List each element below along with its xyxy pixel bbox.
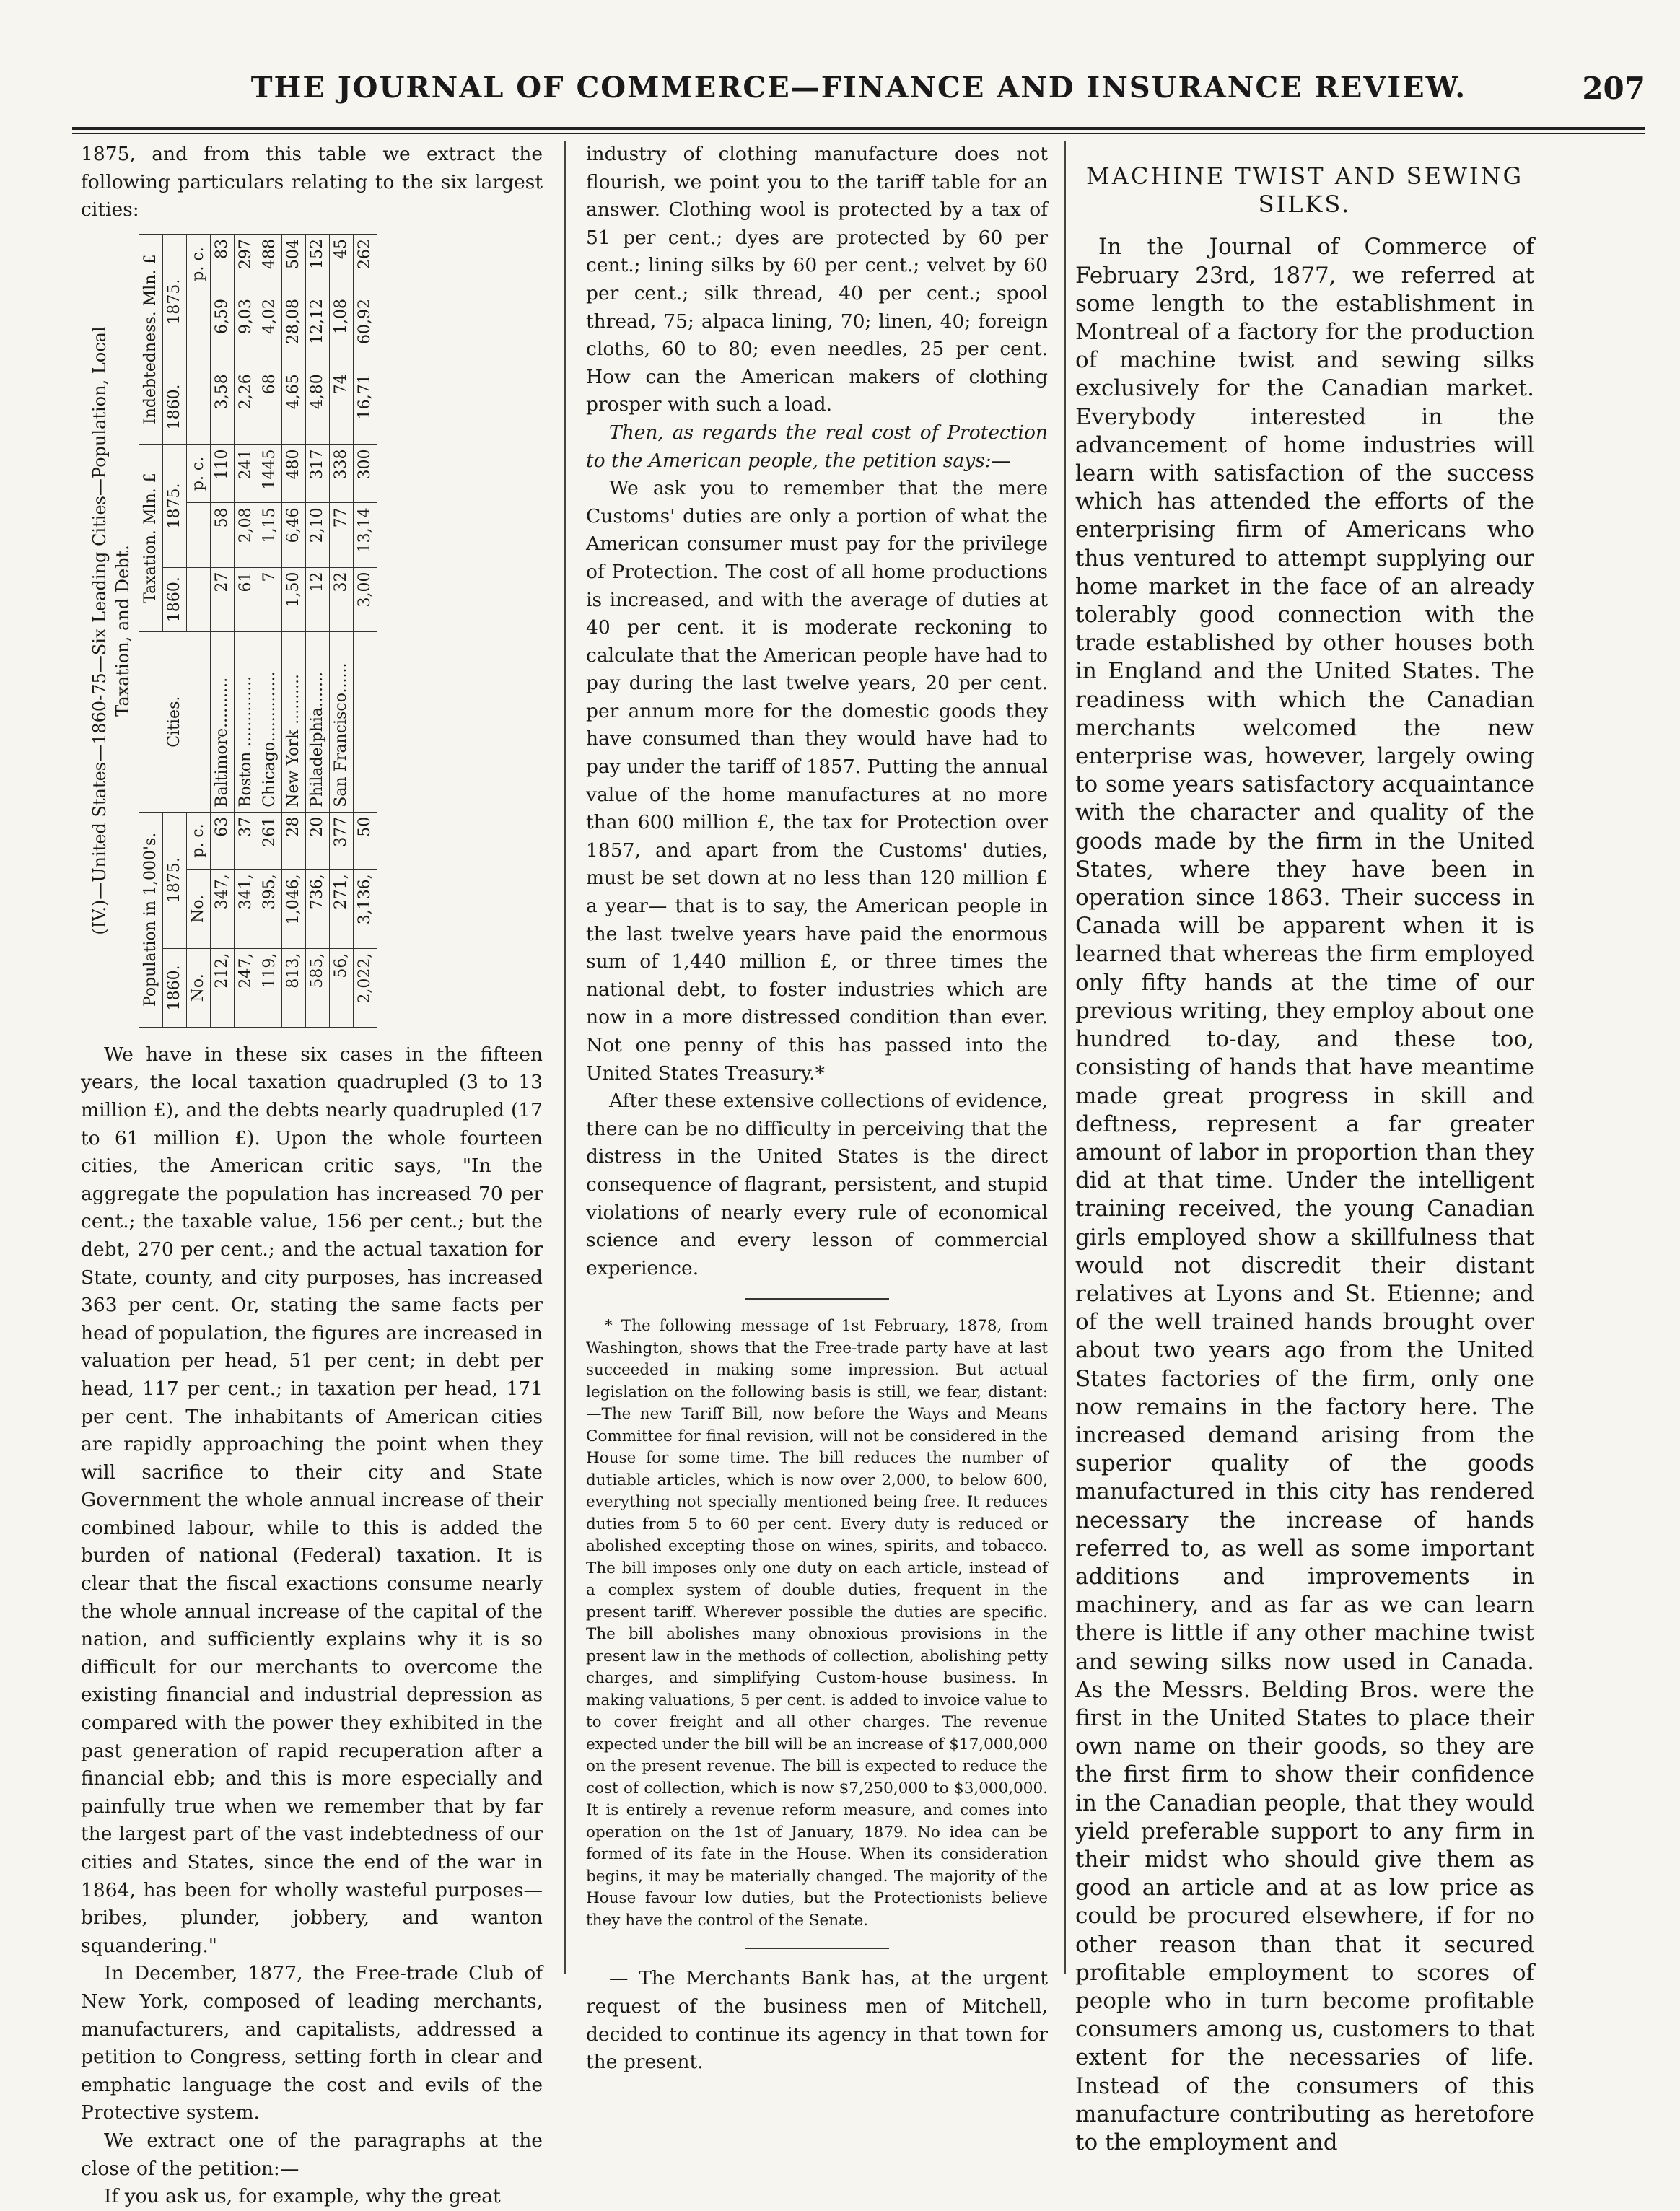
value-cell: 32 [330,567,354,631]
col2-paragraph-1: industry of clothing manufacture does not flourish, we point you to the tariff table for an answer. Clothing wool is protected by a tax of 51 per cent.; dyes are protected by 60 per cent.; lining silks by 60 per cent.; velvet by 60 per cent.; silk thread, 40 per cent.; spool thread, 75; alpaca lining, 70; linen, 40; foreign cloths, 60 to 80; even needles, 25 per cent. How can the American makers of clothing prosper with such a load. [586,143,1048,416]
value-cell: 4,02 [258,294,282,369]
value-cell: 2,26 [235,369,258,445]
value-cell: 83 [211,234,235,294]
value-cell: 1,15 [258,503,282,567]
city-cell: Philadelphia....... [306,631,330,812]
col1-paragraph-2: In December, 1877, the Free-trade Club of New York, composed of leading merchants, manufacturers, and capitalists, addressed a petition to Congress, setting forth in clear and emphatic language the cost and evils of the Protective system. [81,1962,543,2124]
col1-paragraph-1: We have in these six cases in the fifteen years, the local taxation quadrupled (3 to 13 million £), and the debts nearly quadrupled (17 to 61 million £). Upon the whole fourteen cities, the American critic says, "In the aggregate the population has increased 70 per cent.; the taxable value, 156 per cent.; but the debt, 270 per cent.; and the actual taxation for State, county, and city purposes, has increased 363 per cent. Or, stating the same facts per head of population, the figures are increased in valuation per head, 51 per cent; in debt per head, 117 per cent.; in taxation per head, 171 per cent. The inhabitants of American cities are rapidly approaching the point when they will sacrifice to their city and State Government the whole annual increase of their combined labour, while to this is added the burden of national (Federal) taxation. It is clear that the fiscal exactions consume nearly the whole annual increase of the capital of the nation, and sufficiently explains why it is so difficult for our merchants to overcome the existing financial and industrial depression as compared with the power they exhibited in the past generation of rapid recuperation after a financial ebb; and this is more especially and painfully true when we remember that by far the largest part of the vast indebtedness of our cities and States, since the end of the war in 1864, has been for wholly wasteful purposes—bribes, plunder, jobbery, and wanton squandering." [81,1043,543,1957]
value-cell: 504 [282,234,306,294]
value-cell: 28,08 [282,294,306,369]
value-cell: 4,65 [282,369,306,445]
header-rule-thin [72,133,1645,134]
total-cell: 3,00 [354,567,377,631]
page-number: 207 [1582,71,1645,106]
value-cell: 261 [258,812,282,870]
value-cell: 56, [330,948,354,1027]
total-cell [354,631,377,812]
value-cell: 247, [235,948,258,1027]
head-year: 1860. [163,567,187,631]
value-cell: 488 [258,234,282,294]
city-cell: Baltimore.......... [211,631,235,812]
table-row [330,234,354,1027]
value-cell: 338 [330,445,354,503]
value-cell: 347, [211,870,235,948]
value-cell: 212, [211,948,235,1027]
value-cell: 45 [330,234,354,294]
total-cell: 300 [354,445,377,503]
value-cell: 74 [330,369,354,445]
value-cell: 1,50 [282,567,306,631]
value-cell: 61 [235,567,258,631]
value-cell: 271, [330,870,354,948]
value-cell: 1,046, [282,870,306,948]
value-cell: 152 [306,234,330,294]
value-cell: 20 [306,812,330,870]
value-cell: 377 [330,812,354,870]
city-cell: Chicago.............. [258,631,282,812]
value-cell: 813, [282,948,306,1027]
header-rule-thick [72,127,1645,130]
head-year: 1860. [163,369,187,445]
head-year: 1875. [163,812,187,948]
value-cell: 12 [306,567,330,631]
news-item-rule [745,1948,889,1949]
col2-paragraph-4: After these extensive collections of evidence, there can be no difficulty in perceiving that the distress in the United States is the direct consequence of flagrant, persistent, and stupid violations of nearly every rule of economical science and every lesson of commercial experience. [586,1090,1048,1279]
col1-paragraph-3: We extract one of the paragraphs at the close of the petition:— [81,2129,543,2180]
table-row [258,234,282,1027]
total-cell: 16,71 [354,369,377,445]
value-cell: 341, [235,870,258,948]
value-cell: 6,59 [211,294,235,369]
col2-news-item: — The Merchants Bank has, at the urgent request of the business men of Mitchell, decided to continue its agency in that town for the present. [586,1967,1048,2074]
head-indebtedness: Indebtedness. Mln. £ [139,234,163,444]
value-cell: 37 [235,812,258,870]
total-cell: 2,022, [354,948,377,1027]
column-2 [586,141,1048,2077]
value-cell: 736, [306,870,330,948]
head-unit [187,567,211,631]
head-unit: No. [187,948,211,1027]
head-unit [187,503,211,567]
value-cell: 6,46 [282,503,306,567]
head-unit: p. c. [187,445,211,503]
rotated-statistics-table [88,234,535,1028]
total-cell: 50 [354,812,377,870]
total-cell: 60,92 [354,294,377,369]
head-taxation: Taxation. Mln. £ [139,445,163,631]
footnote-text: * The following message of 1st February, 1878, from Washington, shows that the Free-trade party have at last succeeded in making some impression. But actual legislation on the following basis is still, we fear, distant:—The new Tariff Bill, now before the Ways and Means Committee for final revision, will not be considered in the House for some time. The bill reduces the number of dutiable articles, which is now over 2,000, to below 600, everything not specially mentioned being free. It reduces duties from 5 to 60 per cent. Every duty is reduced or abolished excepting those on wines, spirits, and tobacco. The bill imposes only one duty on each article, instead of a complex system of double duties, frequent in the present tariff. Wherever possible the duties are specific. The bill abolishes many obnoxious provisions in the present law in the methods of collection, abolishing petty charges, and simplifying Custom-house business. In making valuations, 5 per cent. is added to invoice value to to cover freight and all other charges. The revenue expected under the bill will be an increase of $17,000,000 on the present revenue. The bill is expected to reduce the cost of collection, which is now $7,250,000 to $3,000,000. It is entirely a revenue reform measure, and comes into operation on the 1st of January, 1879. No idea can be formed of its fate in the House. When its consideration begins, it may be materially changed. The majority of the House favour low duties, but the Protectionists believe they have the control of the Senate. [586,1317,1048,1930]
value-cell: 1445 [258,445,282,503]
value-cell: 9,03 [235,294,258,369]
city-cell: San Francisco...... [330,631,354,812]
value-cell: 241 [235,445,258,503]
value-cell: 58 [211,503,235,567]
head-year: 1875. [163,234,187,369]
value-cell: 7 [258,567,282,631]
table-total-row [354,234,377,1027]
article-heading: MACHINE TWIST AND SEWING SILKS. [1085,162,1524,219]
value-cell: 4,80 [306,369,330,445]
value-cell: 585, [306,948,330,1027]
total-cell: 13,14 [354,503,377,567]
value-cell: 28 [282,812,306,870]
value-cell: 68 [258,369,282,445]
city-cell: New York .......... [282,631,306,812]
col2-paragraph-3: We ask you to remember that the mere Customs' duties are only a portion of what the American consumer must pay for the privilege of Protection. The cost of all home productions is increased, and with the average of duties at 40 per cent. it is moderate reckoning to calculate that the American people have had to pay during the last twelve years, 20 per cent. per annum more for the domestic goods they have consumed than they would have had to pay under the tariff of 1857. Putting the annual value of the home manufactures at no more than 600 million £, the tax for Protection over 1857, and apart from the Customs' duties, must be set down at no less than 120 million £ a year— that is to say, the American people in the last twelve years have paid the enormous sum of 1,440 million £, or three times the national debt, to foster industries which are now in a more distressed condition than ever. Not one penny of this has passed into the United States Treasury.* [586,477,1048,1085]
head-unit [187,369,211,445]
city-cell: Boston .............. [235,631,258,812]
page-header [72,56,1645,136]
table-intro: 1875, and from this table we extract the following particulars relating to the six largest cities: [81,143,543,222]
column-divider-left [564,141,566,1974]
col3-paragraph-1: In the Journal of Commerce of February 23rd, 1877, we referred at some length to the establishment in Montreal of a factory for the production of machine twist and sewing silks exclusively for the Canadian market. Everybody interested in the advancement of home industries will learn with satisfaction of the success which has attended the efforts of the enterprising firm of Americans who thus ventured to attempt supplying our home market in the face of an already tolerably good connection with the trade established by other houses both in England and the United States. The readiness with which the Canadian merchants welcomed the new enterprise was, however, largely owing to some years satisfactory acquaintance with the character and quality of the goods made by the firm in the United States, where they have been in operation since 1863. Their success in Canada will be apparent when it is learned that whereas the firm employed only fifty hands at the time of our previous writing, they employ about one hundred to-day, and these too, consisting of hands that have meantime made great progress in skill and deftness, represent a far greater amount of labor in proportion than they did at that time. Under the intelligent training received, the young Canadian girls employed show a skillfulness that would not discredit their distant relatives at Lyons and St. Etienne; and of the well trained hands brought over about two years ago from the United States factories of the firm, only one now remains in the factory here. The increased demand arising from the superior quality of the goods manufactured in this city has rendered necessary the increase of hands referred to, as well as some important additions and improvements in machinery, and as far as we can learn there is little if any other machine twist and sewing silks now used in Canada. As the Messrs. Belding Bros. were the first in the United States to place their own name on their goods, so they are the first firm to show their confidence in the Canadian people, that they would yield preferable support to any firm in their midst who should give them as good an article and at as low price as could be procured elsewhere, if for no other reason than that it secured profitable employment to scores of people who in turn become profitable consumers among us, customers to that extent for the necessaries of life. Instead of the consumers of this manufacture contributing as heretofore to the employment and [1075,234,1534,2156]
city-statistics-table [139,234,377,1028]
head-year: 1875. [163,445,187,567]
total-cell: 262 [354,234,377,294]
head-unit [187,294,211,369]
column-1 [81,141,543,2211]
head-unit: No. [187,870,211,948]
footnote [586,1315,1048,1932]
col2-paragraph-2: Then, as regards the real cost of Protection to the American people, the petition says:— [586,421,1048,472]
value-cell: 3,58 [211,369,235,445]
head-year: 1860. [163,948,187,1027]
statistics-table-container [81,230,543,1031]
value-cell: 317 [306,445,330,503]
value-cell: 12,12 [306,294,330,369]
head-unit: p. c. [187,812,211,870]
value-cell: 2,10 [306,503,330,567]
value-cell: 77 [330,503,354,567]
table-row [211,234,235,1027]
table-row [306,234,330,1027]
head-population: Population in 1,000's. [139,812,163,1027]
value-cell: 63 [211,812,235,870]
table-row [282,234,306,1027]
head-cities: Cities. [139,631,211,812]
head-unit: p. c. [187,234,211,294]
total-cell: 3,136, [354,870,377,948]
value-cell: 2,08 [235,503,258,567]
column-3 [1075,141,1534,2157]
column-divider-right [1064,141,1066,1974]
value-cell: 27 [211,567,235,631]
value-cell: 110 [211,445,235,503]
value-cell: 1,08 [330,294,354,369]
footnote-rule [745,1298,889,1300]
value-cell: 297 [235,234,258,294]
table-caption: (IV.)—United States—1860-75—Six Leading Cities—Population, Local Taxation, and Debt. [89,326,133,935]
value-cell: 480 [282,445,306,503]
value-cell: 119, [258,948,282,1027]
value-cell: 395, [258,870,282,948]
journal-title: THE JOURNAL OF COMMERCE—FINANCE AND INSURANCE REVIEW. [250,71,1467,105]
table-row [235,234,258,1027]
col1-paragraph-4: If you ask us, for example, why the great [104,2185,501,2208]
